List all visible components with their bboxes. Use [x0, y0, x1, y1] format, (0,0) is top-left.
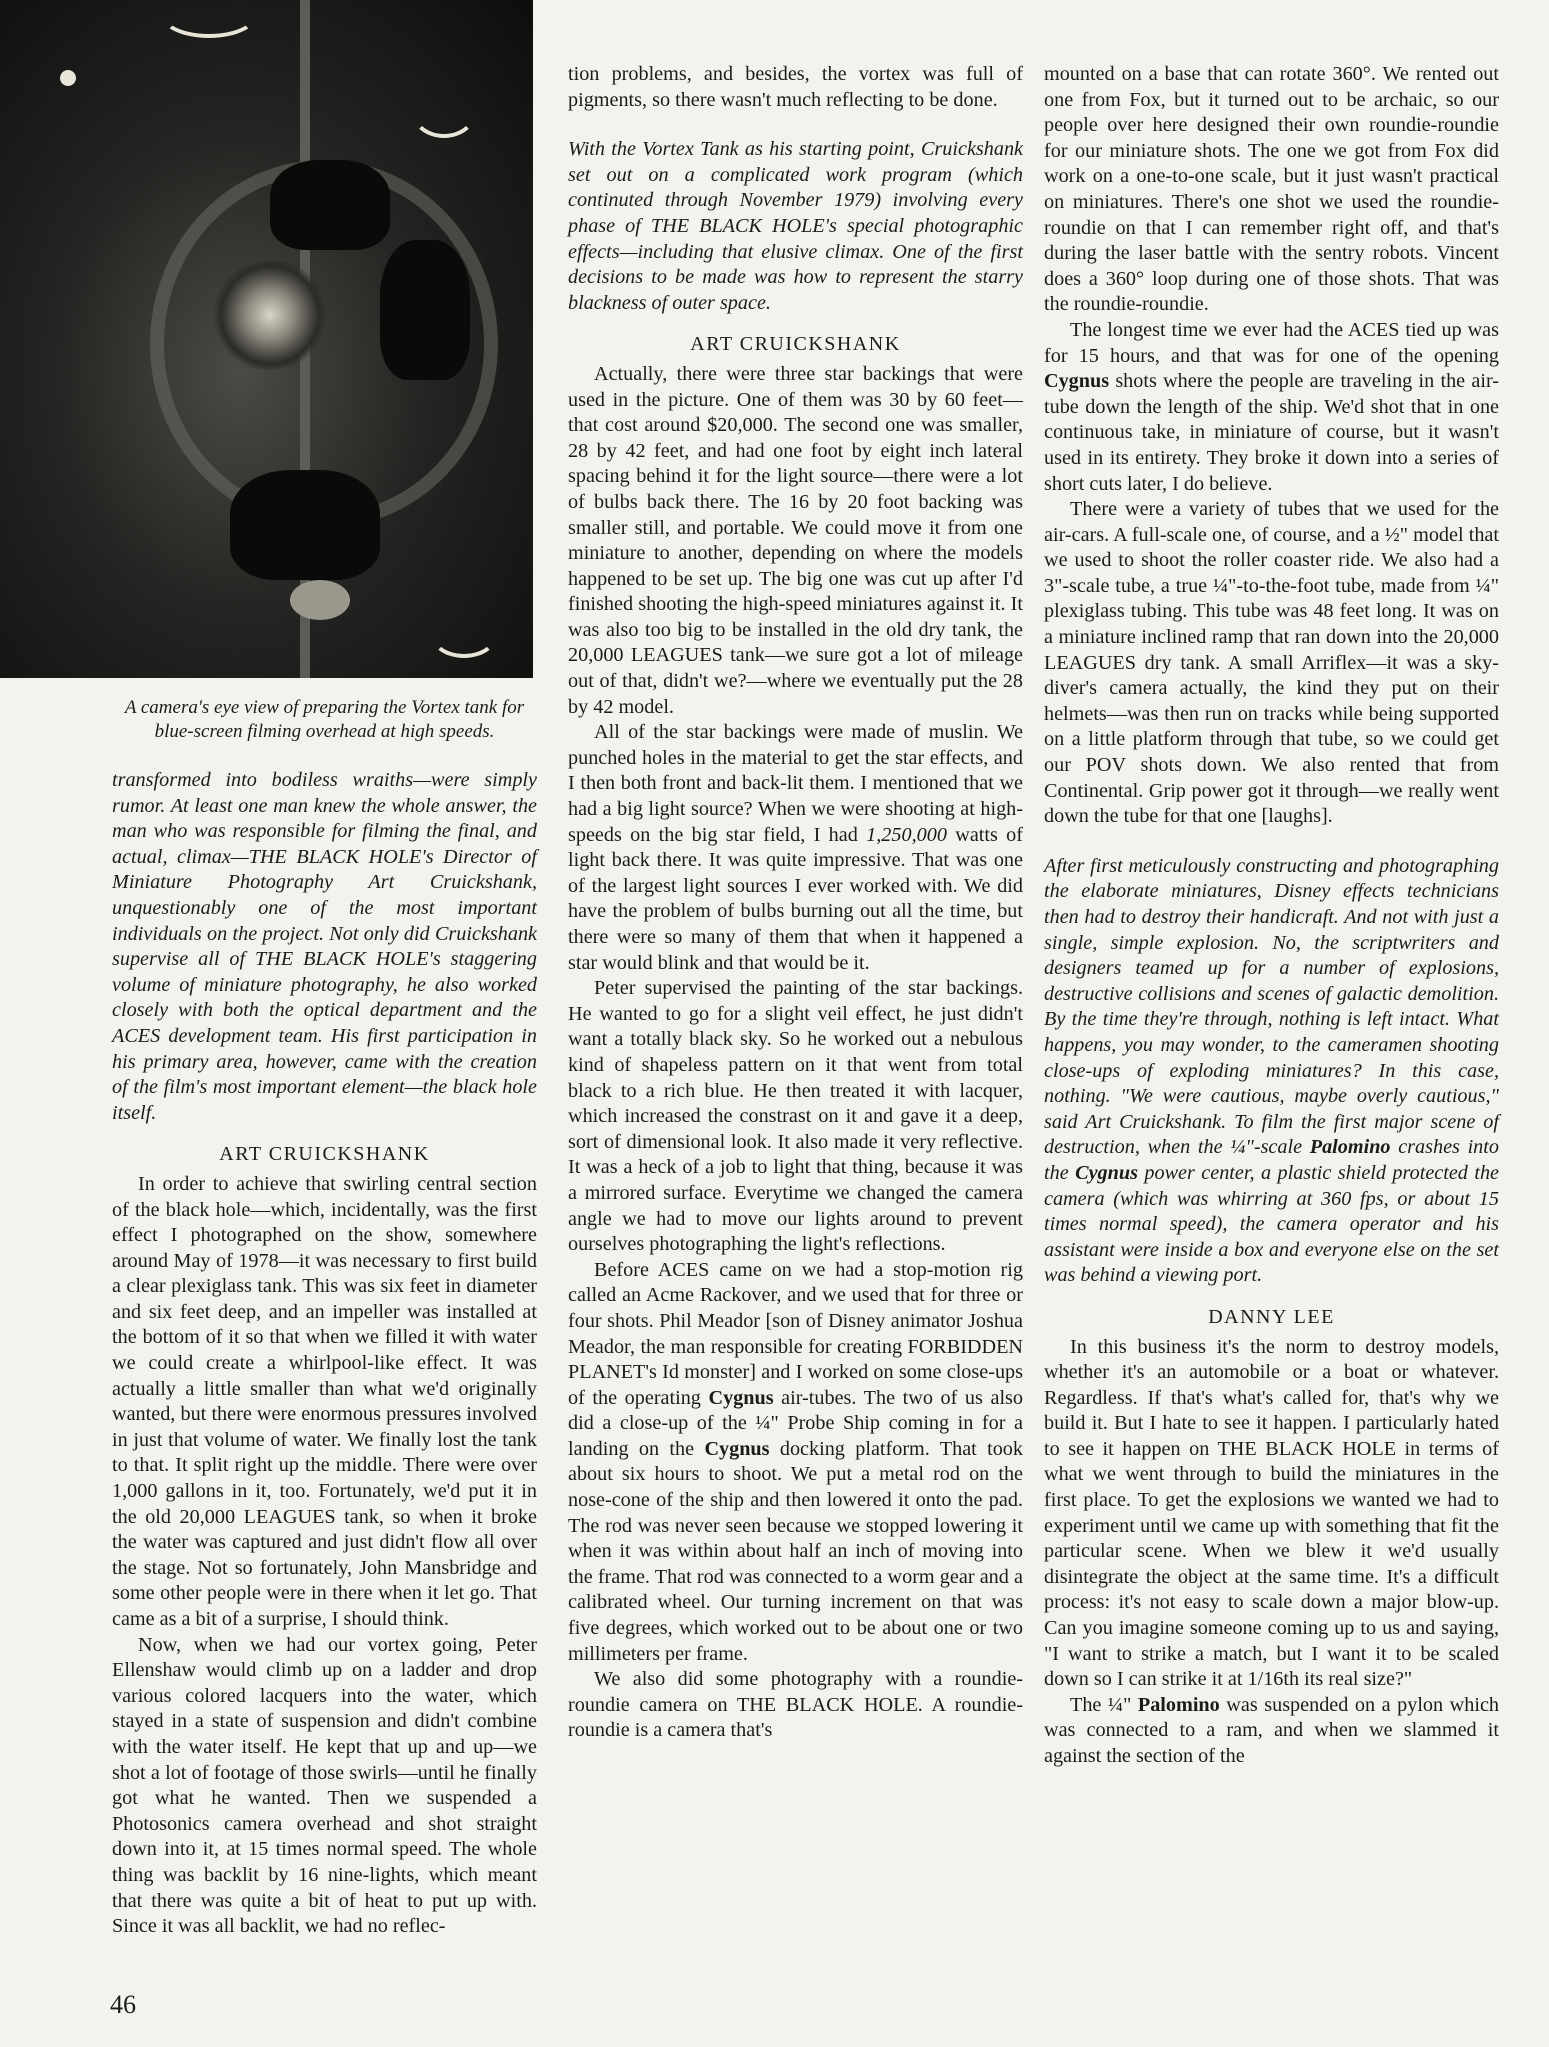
section-heading: DANNY LEE	[1208, 1305, 1335, 1328]
column-1	[0, 0, 537, 1940]
intro-paragraph: After first meticulously constructing and photographing the elaborate miniatures, Disney effects technicians then had to destroy their handicraft. And not with just a single, simple explosion. No, the scriptwriters and designers teamed up for a number of explosions, destructive collisions and scenes of galactic demolition. By the time they're through, nothing is left intact. What happens, you may wonder, to the cameramen shooting close-ups of exploding miniatures? In this case, nothing. "We were cautious, maybe overly cautious," said Art Cruickshank. To film the first major scene of destruction, when the ¼"-scale Palomino crashes into the Cygnus power center, a plastic shield protected the camera (which was whirring at 360 fps, or about 15 times normal speed), the camera operator and his assistant were inside a box and everyone else on the set was behind a viewing port.	[1044, 854, 1499, 1287]
body-paragraph: All of the star backings were made of muslin. We punched holes in the material to get the star effects, and I then both front and back-lit them. I mentioned that we had a big light source? When we were shooting at high-speeds on the big star field, I had 1,250,000 watts of light back there. It was quite impressive. That was one of the largest light sources I ever worked with. We did have the problem of bulbs burning out all the time, but there were so many of them that when it happened a star would blink and that would be it.	[568, 721, 1023, 974]
body-paragraph: In this business it's the norm to destroy models, whether it's an automobile or a boat or whatever. Regardless. If that's what's called for, that's why we build it. But I hate to see it happen. I particularly hated to see it happen on THE BLACK HOLE in terms of what we went through to build the miniatures in the first place. To get the explosions we wanted we had to experiment until we came up with something that fit the particular scene. When we blew it we'd usually disintegrate the object at the same time. It's a difficult process: it's not easy to scale down a major blow-up. Can you imagine someone coming up to us and saying, "I want to strike a match, but I want it to be scaled down so I can strike it at 1/16th its real size?"	[1044, 1335, 1499, 1691]
photo-light-arc	[430, 610, 498, 658]
photo-crew-figure	[230, 470, 380, 580]
body-paragraph: The ¼" Palomino was suspended on a pylon which was connected to a ram, and when we slammed it against the section of the	[1044, 1693, 1499, 1767]
body-paragraph: Before ACES came on we had a stop-motion rig called an Acme Rackover, and we used that for three or four shots. Phil Meador [son of Disney animator Joshua Meador, the man responsible for creating FORBIDDEN PLANET's Id monster] and I worked on some close-ups of the operating Cygnus air-tubes. The two of us also did a close-up of the ¼" Probe Ship coming in for a landing on the Cygnus docking platform. That took about six hours to shoot. We put a metal rod on the nose-cone of the ship and then lowered it onto the pad. The rod was never seen because we stopped lowering it when it was within about half an inch of moving into the frame. That rod was connected to a worm gear and a calibrated wheel. Our turning increment on that was five degrees, which worked out to be about one or two millimeters per frame.	[568, 1258, 1023, 1665]
photo-light	[290, 580, 350, 620]
photo-light-arc	[410, 80, 478, 138]
photo-caption: A camera's eye view of preparing the Vortex tank for blue-screen filming overhead at high speeds.	[124, 697, 525, 742]
section-heading: ART CRUICKSHANK	[219, 1143, 430, 1166]
photo-light	[60, 70, 76, 86]
body-paragraph: mounted on a base that can rotate 360°. We rented out one from Fox, but it turned out to be archaic, so our people over here designed their own roundie-roundie for our miniature shots. The one we got from Fox did work on a one-to-one scale, but it just wasn't practical on miniatures. There's one shot we used the roundie-roundie on that I can remember right off, and that's during the laser battle with the sentry robots. Vincent does a 360° loop during one of those shots. That was the roundie-roundie.	[1044, 63, 1499, 316]
column-3	[1044, 62, 1499, 1770]
column-1-text	[0, 768, 537, 1940]
intro-paragraph: With the Vortex Tank as his starting point, Cruickshank set out on a complicated work program (which continuted through November 1979) involving every phase of THE BLACK HOLE's special photographic effects—including that elusive climax. One of the first decisions to be made was how to represent the starry blackness of outer space.	[568, 138, 1023, 314]
body-paragraph: Now, when we had our vortex going, Peter Ellenshaw would climb up on a ladder and drop various colored lacquers into the water, which stayed in a state of suspension and didn't combine with the water itself. He kept that up and up—we shot a lot of footage of those swirls—until he finally got what he wanted. Then we suspended a Photosonics camera overhead and shot straight down into it, at 15 times normal speed. The whole thing was backlit by 16 nine-lights, which meant that there was quite a bit of heat to put up with. Since it was all backlit, we had no reflec-	[112, 1633, 537, 1938]
vortex-tank-photo	[0, 0, 533, 678]
body-paragraph: The longest time we ever had the ACES tied up was for 15 hours, and that was for one of the opening Cygnus shots where the people are traveling in the air-tube down the length of the ship. We'd shot that in one continuous take, in miniature of course, but it wasn't used in its entirety. They broke it down into a series of short cuts later, I do believe.	[1044, 318, 1499, 495]
body-paragraph: Peter supervised the painting of the star backings. He wanted to go for a slight veil effect, he just didn't want a totally black sky. So he worked out a nebulous kind of shapeless pattern on it that went from total black to a rich blue. He then treated it with lacquer, which increased the constrast on it and gave it a deep, sort of dimensional look. It also made it very reflective. It was a heck of a job to light that thing, because it was a mirrored surface. Everytime we changed the camera angle we had to move our lights around to prevent ourselves photographing the light's reflections.	[568, 977, 1023, 1256]
column-2	[568, 62, 1023, 1744]
photo-vortex-swirl	[210, 260, 330, 370]
body-paragraph: tion problems, and besides, the vortex was full of pigments, so there wasn't much reflecting to be done.	[568, 63, 1023, 111]
page-number: 46	[110, 1990, 136, 2019]
section-heading: ART CRUICKSHANK	[690, 333, 901, 356]
photo-crew-figure	[380, 240, 470, 380]
photo-light-arc	[160, 0, 258, 38]
body-paragraph: We also did some photography with a roundie-roundie camera on THE BLACK HOLE. A roundie-roundie is a camera that's	[568, 1668, 1023, 1742]
photo-crew-figure	[270, 160, 390, 250]
body-paragraph: In order to achieve that swirling central section of the black hole—which, incidentally, was the first effect I photographed on the show, somewhere around May of 1978—it was necessary to first build a clear plexiglass tank. This was six feet in diameter and six feet deep, and an impeller was installed at the bottom of it so that when we filled it with water we could create a whirlpool-like effect. It was actually a little smaller than what we'd originally wanted, but there were enormous pressures involved in just that volume of water. We finally lost the tank to that. It split right up the middle. There were over 1,000 gallons in it, too. Fortunately, we'd put it in the old 20,000 LEAGUES tank, so when it broke the water was captured and just didn't flow all over the stage. Not so fortunately, John Mansbridge and some other people were in there when it let go. That came as a bit of a surprise, I should think.	[112, 1172, 537, 1630]
body-paragraph: There were a variety of tubes that we used for the air-cars. A full-scale one, of course, and a ½" model that we used to shoot the roller coaster ride. We also had a 3"-scale tube, a true ¼"-to-the-foot tube, made from ¼" plexiglass tubing. This tube was 48 feet long. It was on a miniature inclined ramp that ran down into the 20,000 LEAGUES dry tank. A small Arriflex—it was a sky-diver's camera actually, the kind they put on their helmets—was then run on tracks while being supported on a little platform through that tube, so we could get our POV shots down. We also rented that from Continental. Grip power got it through—we really went down the tube for that one [laughs].	[1044, 498, 1499, 828]
body-paragraph: Actually, there were three star backings that were used in the picture. One of them was 30 by 60 feet—that cost around $20,000. The second one was smaller, 28 by 42 feet, and had one foot by eight inch lateral spacing behind it for the light source—there were a lot of bulbs back there. The 16 by 20 foot backing was smaller still, and portable. We could move it from one miniature to another, depending on where the models happened to be set up. The big one was cut up after I'd finished shooting the high-speed miniatures against it. It was also too big to be installed in the old dry tank, the 20,000 LEAGUES tank—we sure got a lot of mileage out of that, didn't we?—where we eventually put the 28 by 42 model.	[568, 362, 1023, 718]
intro-paragraph: transformed into bodiless wraiths—were simply rumor. At least one man knew the whole answer, the man who was responsible for filming the final, and actual, climax—THE BLACK HOLE's Director of Miniature Photography Art Cruickshank, unquestionably one of the most important individuals on the project. Not only did Cruickshank supervise all of THE BLACK HOLE's staggering volume of miniature photography, he also worked closely with both the optical department and the ACES development team. His first participation in his primary area, however, came with the creation of the film's most important element—the black hole itself.	[112, 769, 537, 1124]
